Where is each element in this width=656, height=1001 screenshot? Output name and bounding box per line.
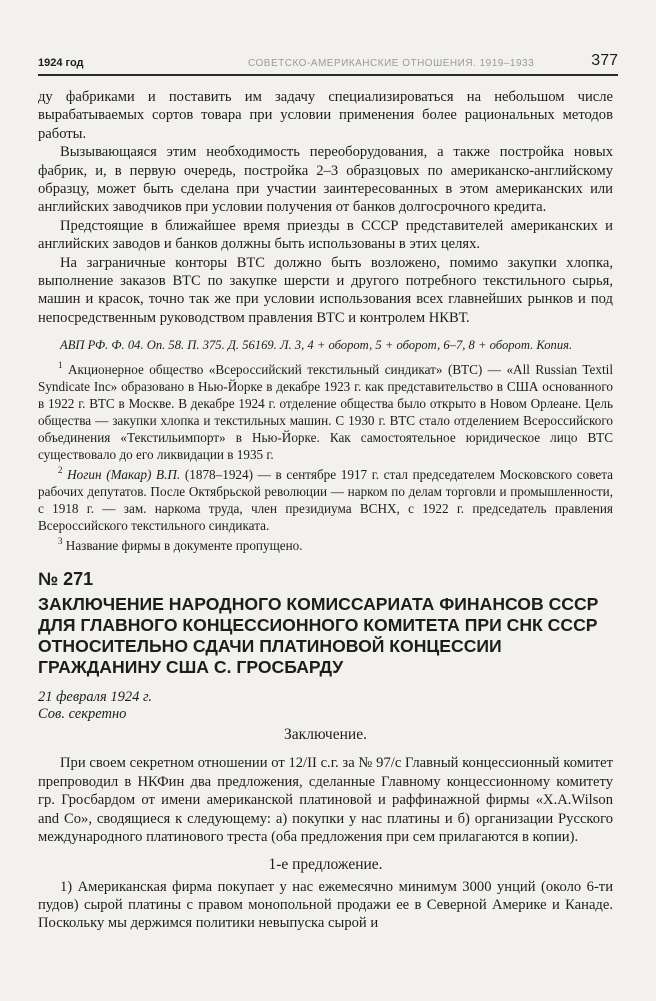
section-heading: Заключение.	[284, 726, 367, 744]
footnote	[38, 361, 613, 463]
archive-source-reference: АВП РФ. Ф. 04. Оп. 58. П. 375. Д. 56169. Л. 3, 4 + оборот, 5 + оборот, 6–7, 8 + оборот. Копия.	[60, 338, 573, 353]
body-paragraph: Предстоящие в ближайшее время приезды в СССР представителей американских и английских заводов и банков должны быть использованы в этих целях.	[38, 217, 613, 253]
body-paragraph: На заграничные конторы ВТС должно быть возложено, помимо закупки хлопка, выполнение заказов ВТС по закупке шерсти и другого потребного текстильного сырья, машин и красок, точно так же при условии использования всех главнейших рынков и под непосредственным руководством правления ВТС и контролем НКВТ.	[38, 254, 613, 326]
body-paragraph: При своем секретном отношении от 12/II с.г. за № 97/с Главный концессионный комитет препроводил в НКФин два предложения, сделанные Главному концессионному комитету гр. Гросбардом от имени американской платиновой и раффинажной фирмы «X.A.Wilson and Co», сводящиеся к следующему: а) покупки у нас платины и б) организации Русского международного платинового треста (оба предложения при сем прилагаются в копии).	[38, 755, 613, 846]
page-content	[38, 88, 613, 933]
subsection-heading: 1-е предложение.	[268, 855, 383, 873]
document-title: ЗАКЛЮЧЕНИЕ НАРОДНОГО КОМИССАРИАТА ФИНАНСОВ СССР ДЛЯ ГЛАВНОГО КОНЦЕССИОННОГО КОМИТЕТА ПРИ СНК СССР ОТНОСИТЕЛЬНО СДАЧИ ПЛАТИНОВОЙ КОНЦЕССИИ ГРАЖДАНИНУ США С. ГРОСБАРДУ	[38, 594, 599, 677]
body-paragraph: 1) Американская фирма покупает у нас ежемесячно минимум 3000 унций (около 6-ти пудов) сырой платины с правом монопольной продажи ее в Северной Америке и Канаде. Поскольку мы держимся политики невыпуска сырой и	[38, 878, 613, 932]
page-number: 377	[591, 52, 618, 69]
footnote-text: Акционерное общество «Всероссийский текстильный синдикат» (ВТС) — «All Russian Textil Syndicate Inc» образовано в Нью-Йорке в декабре 1923 г. как представительство в США основанного в 1922 г. ВТС в Москве. В декабре 1924 г. отделение общества было открыто в Новом Орлеане. Цель общества — закупки хлопка и текстильных машин. С 1930 г. ВТС стало отделением Всероссийского объединения «Текстильимпорт» в Нью-Йорке. Как самостоятельное юридическое лицо ВТС существовало до его ликвидации в 1935 г.	[38, 362, 613, 463]
footnote-text: (1878–1924) — в сентябре 1917 г. стал председателем Московского совета рабочих депутатов. После Октябрьской революции — нарком по делам торговли и промышленности, с 1918 г. — зам. наркома труда, член президиума ВСНХ, с 1922 г. председатель правления Всероссийского текстильного синдиката.	[38, 467, 613, 534]
footnote-number: 2	[58, 465, 63, 476]
footnote-number: 3	[58, 536, 63, 547]
document-date: 21 февраля 1924 г.	[38, 689, 153, 706]
header-bleed-through-text: СОВЕТСКО-АМЕРИКАНСКИЕ ОТНОШЕНИЯ. 1919–1933	[248, 58, 535, 69]
header-year: 1924 год	[38, 57, 84, 69]
footnote-text: Название фирмы в документе пропущено.	[65, 538, 303, 554]
footnote	[38, 466, 613, 534]
footnote	[38, 537, 613, 554]
document-classification: Сов. секретно	[38, 706, 127, 723]
footnote-person-name: Ногин (Макар) В.П.	[67, 467, 181, 483]
body-paragraph: ду фабриками и поставить им задачу специализироваться на небольшом числе вырабатываемых сортов товара при условии применения более рациональных методов работы.	[38, 89, 613, 142]
footnote-number: 1	[58, 360, 63, 371]
document-number: № 271	[38, 569, 94, 590]
body-paragraph: Вызывающаяся этим необходимость переоборудования, а также постройка новых фабрик, и, в первую очередь, постройка 2–3 образцовых по американско-английскому образцу, может быть сделана при участии заинтересованных в этом американских или английских заводчиков при условии получения от банков долгосрочного кредита.	[38, 144, 613, 216]
running-header	[38, 52, 618, 76]
